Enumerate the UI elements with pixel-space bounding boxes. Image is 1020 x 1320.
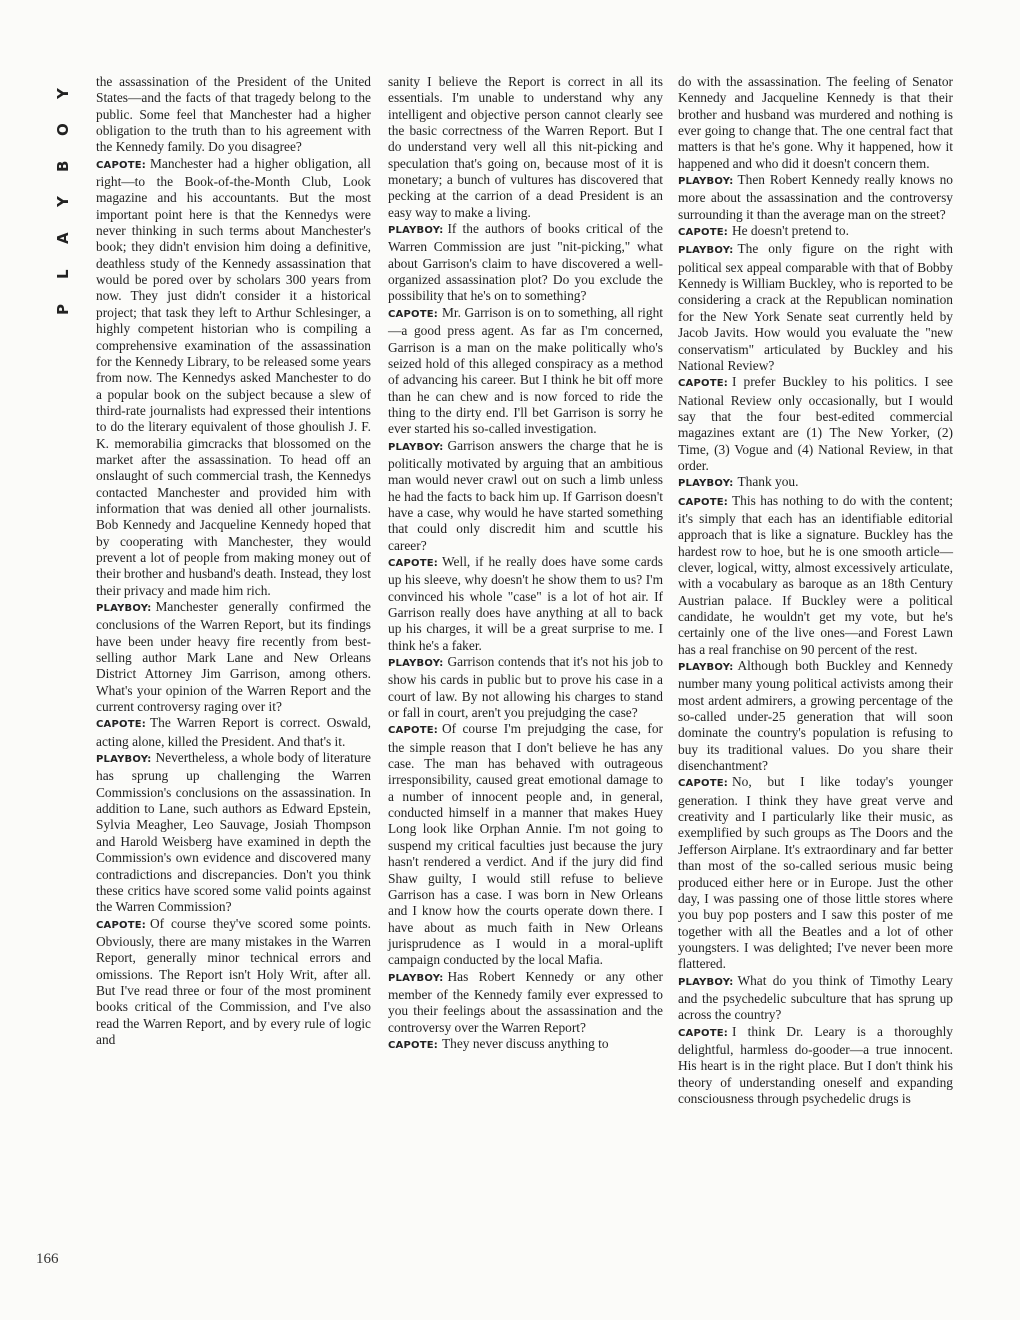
interview-paragraph: [96, 750, 371, 915]
paragraph-text: The Warren Report is correct. Oswald, acting alone, killed the President. And that's it.: [96, 715, 371, 749]
speaker-label: PLAYBOY:: [388, 225, 444, 237]
paragraph-text: Thank you.: [737, 474, 799, 490]
speaker-label: CAPOTE:: [678, 496, 728, 508]
speaker-label: CAPOTE:: [96, 919, 146, 931]
interview-paragraph: [96, 74, 371, 156]
paragraph-text: Manchester had a higher obligation, all right—to the Book-of-the-Month Club, Look magazine and his accountants. But the most important point here is that the Kennedys were never thinking in such terms about Manchester's book; they didn't envision him doing a definitive, deathless study of the Kennedy assassination that would be pored over by scholars 300 years from now. They just didn't consider it a historical project; that task they left to Arthur Schlesinger, a highly competent historian who is compiling a comprehensive examination of the assassination for the Kennedy Library, to be released some years from now. The Kennedys asked Manchester to do a popular book on the subject because a slew of third-rate journalists had expressed their intentions to do the literary equivalent of those ghoulish J. F. K. memorabilia gimcracks that blossomed on the market after the assassination. To head off an onslaught of such commercial trash, the Kennedys contacted Manchester and provided him with information that was denied all other journalists. Bob Kennedy and Jacqueline Kennedy hoped that by cooperating with Manchester, they would prevent a lot of people from making money out of their brother and husband's death. Instead, they lost their privacy and made him rich.: [96, 155, 371, 598]
paragraph-text: Garrison contends that it's not his job to show his cards in public but to prove his case in a court of law. By not allowing his charges to stand or fall in court, aren't you prejudging the case?: [388, 654, 663, 721]
speaker-label: PLAYBOY:: [678, 176, 734, 188]
interview-paragraph: [678, 1024, 953, 1108]
paragraph-text: Garrison answers the charge that he is politically motivated by arguing that an ambitious man would never crawl out on such a limb unless he had the facts to back him up. If Garrison doesn't have a case, why would he have started something that could only discredit him and scuttle his career?: [388, 437, 663, 553]
paragraph-text: No, but I like today's younger generation. I think they have great verve and creativity and I particularly like their music, as exemplified by such groups as The Doors and the Jefferson Airplane. It's extraordinary and far better than most of the so-called serious music being produced either here or in Europe. Just the other day, I was passing one of those little stores where you buy pop posters and I saw this poster of me together with all the Beatles and a lot of other youngsters. I was delighted; I've never been more flattered.: [678, 774, 953, 972]
speaker-label: PLAYBOY:: [388, 658, 444, 670]
interview-paragraph: [678, 74, 953, 172]
text-column-2: [388, 74, 663, 1054]
interview-paragraph: [678, 172, 953, 223]
paragraph-text: do with the assassination. The feeling of Senator Kennedy and Jacqueline Kennedy is that their brother and husband was murdered and nothing is ever going to change that. The one central fact that matters is that he's gone. Why it happened, how it happened and who did it doesn't concern them.: [678, 74, 953, 171]
paragraph-text: This has nothing to do with the content; it's simply that each has an identifiable editorial approach that is like a signature. Buckley has the hardest row to hoe, but he is one smooth article—clever, logical, witty, almost excessively articulate, with a vocabulary as baroque as an 18th Century Austrian palace. If Buckley were a political candidate, he wouldn't get my vote, but he's certainly one of the live ones—and Forest Lawn has a real franchise on 90 percent of the rest.: [678, 492, 953, 657]
interview-paragraph: [678, 374, 953, 474]
paragraph-text: Well, if he really does have some cards up his sleeve, why doesn't he show them to us? I'm convinced his whole "case" is a lot of hot air. If Garrison really does have anything at all to back up his charges, it will be a great surprise to me. I think he's a faker.: [388, 553, 663, 653]
interview-paragraph: [388, 221, 663, 305]
interview-paragraph: [678, 474, 953, 492]
interview-paragraph: [678, 973, 953, 1024]
paragraph-text: He doesn't pretend to.: [731, 223, 849, 239]
spine-letter: B: [54, 160, 72, 172]
interview-paragraph: [388, 554, 663, 654]
paragraph-text: What do you think of Timothy Leary and the psychedelic subculture that has sprung up across the country?: [678, 972, 953, 1023]
speaker-label: CAPOTE:: [678, 378, 728, 390]
interview-paragraph: [388, 1036, 663, 1054]
spine-letter: P: [54, 304, 72, 316]
paragraph-text: Manchester generally confirmed the conclusions of the Warren Report, but its findings have been under heavy fire recently from best-selling author Mark Lane and New Orleans District Attorney Jim Garrison, among others. What's your opinion of the Warren Report and the current controversy raging over it?: [96, 599, 371, 715]
speaker-label: PLAYBOY:: [678, 662, 734, 674]
paragraph-text: Has Robert Kennedy or any other member of the Kennedy family ever expressed to you their feelings about the assassination and the controversy over the Warren Report?: [388, 968, 663, 1035]
speaker-label: CAPOTE:: [678, 227, 728, 239]
speaker-label: CAPOTE:: [96, 719, 146, 731]
interview-paragraph: [388, 654, 663, 721]
interview-paragraph: [388, 721, 663, 968]
speaker-label: PLAYBOY:: [96, 603, 152, 614]
speaker-label: PLAYBOY:: [96, 754, 152, 766]
interview-paragraph: [678, 241, 953, 374]
speaker-label: PLAYBOY:: [678, 976, 734, 988]
spine-letter: L: [54, 269, 72, 279]
paragraph-text: I think Dr. Leary is a thoroughly delightful, harmless do-gooder—a true innocent. His heart is in the right place. But I don't think his theory of understanding oneself and expanding consciousness through psychedelic drugs is: [678, 1023, 953, 1106]
paragraph-text: Although both Buckley and Kennedy number many young political activists among their most ardent admirers, a growing percentage of the so-called under-25 generation that will soon dominate the country's population is refusing to buy its traditional values. Do you share their disenchantment?: [678, 658, 953, 774]
page-number: 166: [36, 1251, 59, 1267]
paragraph-text: Mr. Garrison is on to something, all right—a good press agent. As far as I'm concerned, Garrison is a man on the make politically who's seized hold of this alleged conspiracy as a method of advancing his career. But I think he bit off more than he can chew and is now forced to ride the thing to the dirty end. I'll bet Garrison is sorry he ever started his so-called investigation.: [388, 304, 663, 437]
interview-paragraph: [96, 715, 371, 750]
interview-paragraph: [678, 223, 953, 241]
paragraph-text: Of course I'm prejudging the case, for the simple reason that I don't believe he has any case. The man has behaved with outrageous irresponsibility, caused great emotional damage to a number of innocent people and, in general, conducted himself in a manner that makes Huey Long look like Orphan Annie. I'm not going to suspend my critical faculties just because the jury hasn't rendered a verdict. And if the jury did find Shaw guilty, I would still refuse to believe Garrison has a case. I was born in New Orleans and I know how the courts operate down there. I have about as much faith in New Orleans jurisprudence as I would in a moral-uplift campaign conducted by the local Mafia.: [388, 721, 663, 968]
speaker-label: PLAYBOY:: [388, 441, 444, 453]
interview-paragraph: [388, 969, 663, 1036]
spine-letter: Y: [54, 196, 72, 208]
text-column-1: [96, 74, 371, 1048]
paragraph-text: Nevertheless, a whole body of literature has sprung up challenging the Warren Commission's conclusions on the assassination. In addition to Lane, such authors as Edward Epstein, Sylvia Meagher, Leo Sauvage, Josiah Thompson and Harold Weisberg have examined in depth the Commission's own evidence and discovered many contradictions and discrepancies. Don't you think these critics have scored some valid points against the Warren Commission?: [96, 750, 371, 915]
interview-paragraph: [96, 916, 371, 1049]
interview-paragraph: [678, 493, 953, 658]
speaker-label: CAPOTE:: [388, 557, 438, 569]
speaker-label: CAPOTE:: [388, 725, 438, 737]
spine-letter: A: [54, 232, 72, 244]
interview-paragraph: [96, 599, 371, 715]
speaker-label: CAPOTE:: [388, 308, 438, 320]
speaker-label: PLAYBOY:: [388, 972, 444, 984]
speaker-label: PLAYBOY:: [678, 245, 734, 257]
speaker-label: CAPOTE:: [678, 1027, 728, 1039]
interview-paragraph: [678, 774, 953, 972]
paragraph-text: If the authors of books critical of the Warren Commission are just "nit-picking," what about Garrison's claim to have discovered a well-organized assassination plot? Do you exclude the possibility that he's on to something?: [388, 221, 663, 304]
spine-letter: Y: [54, 88, 72, 100]
spine-letter: O: [54, 123, 72, 137]
paragraph-text: The only figure on the right with political sex appeal comparable with that of Bobby Kennedy is William Buckley, who is reported to be considering a crack at the Republican nomination for the New York Senate seat currently held by Jacob Javits. How would you evaluate the "new conservatism" articulated by Buckley and his National Review?: [678, 241, 953, 373]
speaker-label: CAPOTE:: [388, 1039, 438, 1051]
paragraph-text: the assassination of the President of the United States—and the facts of that tragedy belong to the public. Some feel that Manchester had a higher obligation to the truth than to his agreement with the Kennedy family. Do you disagree?: [96, 74, 371, 155]
paragraph-text: They never discuss anything to: [441, 1035, 609, 1051]
paragraph-text: Then Robert Kennedy really knows no more about the assassination and the controversy surrounding it than the average man on the street?: [678, 172, 953, 222]
speaker-label: CAPOTE:: [678, 778, 728, 790]
paragraph-text: Of course they've scored some points. Obviously, there are many mistakes in the Warren Report, generally minor technical errors and omissions. The Report isn't Holy Writ, after all. But I've read three or four of the most prominent books critical of the Commission, and I've also read the Warren Report, and by every rule of logic and: [96, 915, 371, 1047]
magazine-spine-logo: [54, 76, 72, 328]
text-column-3: [678, 74, 953, 1107]
interview-paragraph: [388, 305, 663, 438]
interview-paragraph: [388, 438, 663, 554]
paragraph-text: I prefer Buckley to his politics. I see National Review only occasionally, but I would say that the four best-edited commercial magazines extant are (1) The New Yorker, (2) Time, (3) Vogue and (4) National Review, in that order.: [678, 374, 953, 473]
speaker-label: CAPOTE:: [96, 159, 146, 171]
speaker-label: PLAYBOY:: [678, 478, 734, 490]
interview-paragraph: [678, 658, 953, 774]
paragraph-text: sanity I believe the Report is correct in all its essentials. I'm unable to understand why any intelligent and objective person cannot clearly see the basic correctness of the Warren Report. But I do understand very well all this nit-picking and speculation that's going on, because most of it is monetary; a bunch of vultures has discovered that pecking at the carrion of a dead President is an easy way to make a living.: [388, 74, 663, 220]
interview-paragraph: [388, 74, 663, 221]
interview-paragraph: [96, 156, 371, 599]
